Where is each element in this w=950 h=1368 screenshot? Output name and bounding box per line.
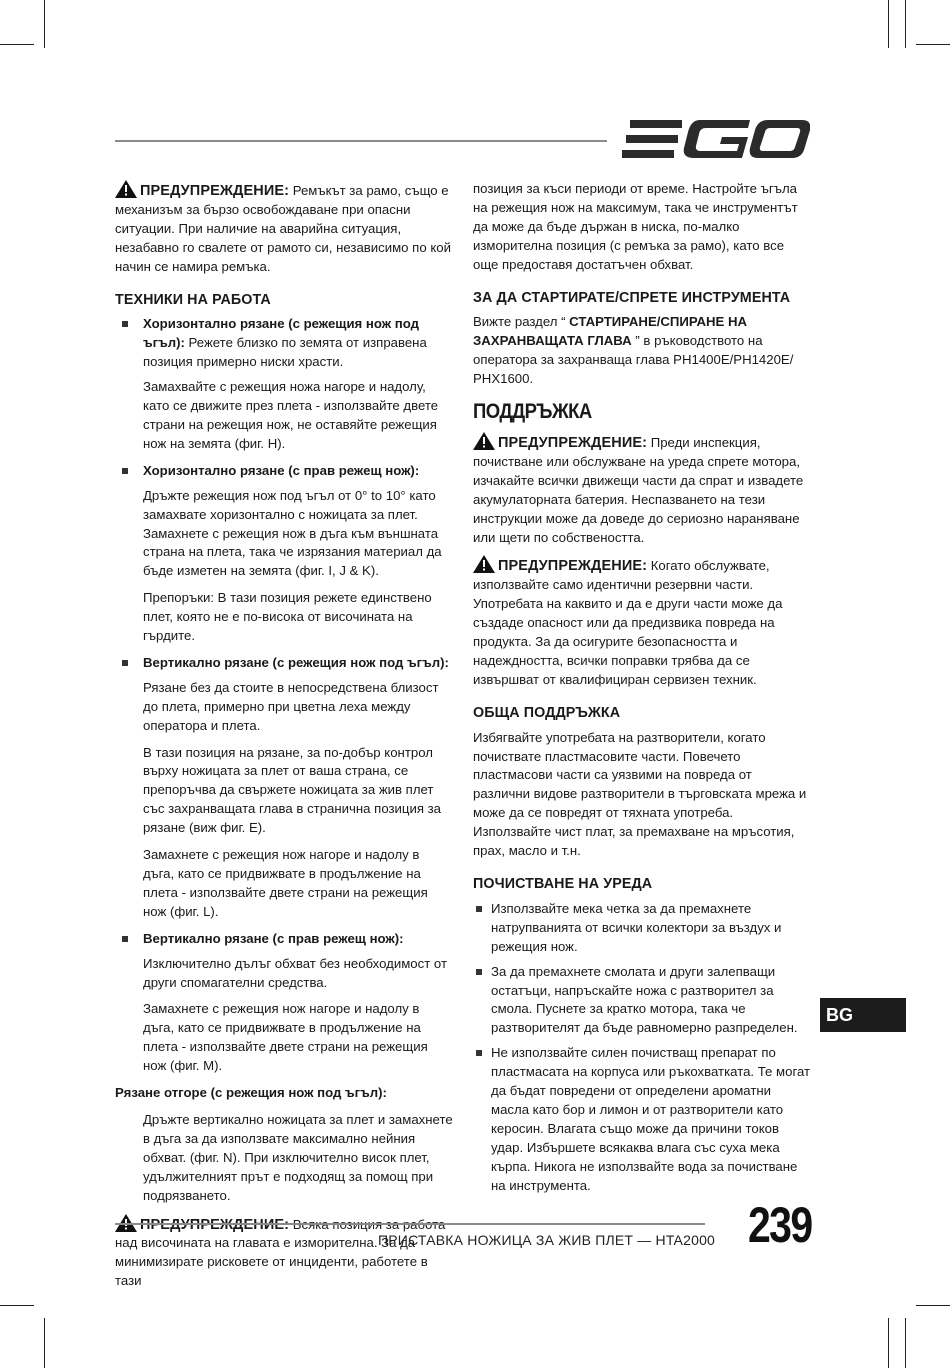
paragraph: В тази позиция на рязане, за по-добър контрол върху ножицата за плет от ваша страна, се препоръчва да свържете ножицата за жив плет със захранващата глава в странична позиция за рязане (виж фиг. E). bbox=[143, 744, 442, 836]
subheading-top-cut: Рязане отгоре (с режещия нож под ъгъл): bbox=[115, 1085, 387, 1101]
technique-list bbox=[115, 315, 453, 372]
technique-list bbox=[115, 930, 453, 949]
section-heading-maintenance: ПОДДРЪЖКА bbox=[473, 400, 592, 424]
cleaning-list bbox=[473, 900, 811, 1196]
crop-mark bbox=[888, 0, 889, 48]
warning-overhead bbox=[115, 1214, 453, 1292]
item-text: Режете близко по земята от изправена позиция примерно ниски храсти. bbox=[143, 335, 427, 370]
list-item bbox=[115, 315, 453, 372]
text-span: ” в ръководството на оператора за захранваща глава PH1400E/PH1420E/ PHX1600. bbox=[473, 333, 794, 387]
left-column bbox=[115, 180, 453, 1299]
list-item: Използвайте мека четка за да премахнете натрупванията от всички колектори за въздух и режещия нож. bbox=[473, 900, 811, 957]
warning-text: Когато обслужвате, използвайте само идентични резервни части. Употребата на каквито и да е други части може да създаде опасност или да предизвика повреда на продукта. За да осигурите безопасността и надеждността, всички поправки трябва да се извършват от квалифициран сервизен техник. bbox=[473, 558, 783, 687]
footer-title: ПРИСТАВКА НОЖИЦА ЗА ЖИВ ПЛЕТ — HTA2000 bbox=[378, 1232, 716, 1248]
paragraph: Замахнете с режещия нож нагоре и надолу в дъга, като се придвижвате в продължение на плета - използвайте двете страни на режещия нож (фиг. M). bbox=[143, 1001, 428, 1074]
list-item: Хоризонтално рязане (с прав режещ нож): bbox=[115, 462, 453, 481]
paragraph-general: Избягвайте употребата на разтворители, когато почиствате пластмасовите части. Повечето пластмасови части са уязвими на повреда от различни видове разтворители в търговската мрежа и може да се повредят от тяхната употреба. Използвайте чист плат, за премахване на мръсотия, прах, масло и т.н. bbox=[473, 729, 807, 859]
technique-list bbox=[115, 654, 453, 673]
warning-label: ПРЕДУПРЕЖДЕНИЕ: bbox=[140, 183, 290, 199]
list-item: За да премахнете смолата и други залепващи остатъци, напръскайте ножа с разтворител за смола. Пуснете за кратко мотора, така че разтворителят да бъде равномерно разпределен. bbox=[473, 963, 811, 1039]
warning-text: Преди инспекция, почистване или обслужване на уреда спрете мотора, изчакайте всички движещи части да спрат и извадете акумулаторната батерия. Неспазването на тези инструкции може да доведе до сериозно нараняване или щети по собствеността. bbox=[473, 434, 804, 545]
crop-mark bbox=[0, 1305, 34, 1306]
paragraph: Дръжте режещия нож под ъгъл от 0° to 10° като замахвате хоризонтално с ножицата за плет. Замахнете с режещия нож в дъга към външната страна на плета, така че изрязания материал да бъде изметен на земята (фиг. I, J & K). bbox=[143, 487, 442, 579]
paragraph: Препоръки: В тази позиция режете единствено плет, която не е по-висока от височината на гърдите. bbox=[143, 590, 432, 644]
page-number: 239 bbox=[748, 1197, 812, 1253]
paragraph-continued: позиция за къси периоди от време. Настройте ъгъла на режещия нож на максимум, така че инструментът да може да бъде държан в ниска, по-малко изморителна позиция (с ремъка за рамо), като все още предоставя достатъчен обхват. bbox=[473, 181, 798, 272]
language-tab: BG bbox=[820, 998, 906, 1032]
crop-mark bbox=[905, 0, 906, 48]
section-heading-general: ОБЩА ПОДДРЪЖКА bbox=[473, 704, 621, 721]
crop-mark bbox=[0, 44, 34, 45]
warning-triangle-icon bbox=[115, 180, 137, 198]
item-title: Хоризонтално рязане (с режещия нож под ъгъл): bbox=[143, 316, 419, 351]
section-heading-techniques: ТЕХНИКИ НА РАБОТА bbox=[115, 291, 271, 308]
section-heading-cleaning: ПОЧИСТВАНЕ НА УРЕДА bbox=[473, 876, 653, 892]
paragraph: Замахнете с режещия нож нагоре и надолу в дъга, като се придвижвате в продължение на плета - използвайте двете страни на режещия нож (фиг. L). bbox=[143, 847, 428, 919]
warning-inspection bbox=[473, 432, 811, 547]
crop-mark bbox=[888, 1318, 889, 1368]
paragraph: Рязане без да стоите в непосредствена близост до плета, примерно при цветна леха между оператора и плета. bbox=[143, 679, 439, 733]
right-column bbox=[473, 180, 811, 1202]
warning-shoulder-strap bbox=[115, 180, 453, 277]
crop-mark bbox=[44, 0, 45, 48]
warning-text: Ремъкът за рамо, също е механизъм за бързо освобождаване при опасни ситуации. При наличие на аварийна ситуация, незабавно го свалете от рамото си, независимо по кой начин се намира ремъка. bbox=[115, 183, 451, 274]
text-span: Вижте раздел “ bbox=[473, 314, 570, 330]
warning-triangle-icon bbox=[473, 432, 495, 450]
warning-parts bbox=[473, 555, 811, 689]
warning-label: ПРЕДУПРЕЖДЕНИЕ: bbox=[498, 558, 648, 575]
warning-label: ПРЕДУПРЕЖДЕНИЕ: bbox=[498, 434, 648, 451]
text-bold: СТАРТИРАНЕ/СПИРАНЕ НА ЗАХРАНВАЩАТА ГЛАВА bbox=[473, 314, 748, 349]
crop-mark bbox=[916, 1305, 950, 1306]
crop-mark bbox=[44, 1318, 45, 1368]
paragraph-start-stop bbox=[473, 313, 811, 389]
paragraph: Дръжте вертикално ножицата за плет и замахнете в дъга за да използвате максимално нейния обхват. (фиг. N). При изключително висок плет, удължителният прът е подходящ за помощ при подрязването. bbox=[143, 1111, 453, 1203]
header-rule bbox=[115, 140, 607, 142]
warning-text: над височината на главата е изморителна. За да минимизирате рисковете от инциденти, работете в тази bbox=[115, 1235, 428, 1289]
list-item: Не използвайте силен почистващ препарат по пластмасата на корпуса или ръкохватката. Те могат да бъдат повредени от определени ароматни масла като бор и лимон и от разтворители като керосин. Влагата също може да причини токов удар. Избършете всякаква влага със суха мека кърпа. Никога не използвайте вода за почистване на инструмента. bbox=[473, 1044, 811, 1195]
list-item: Вертикално рязане (с режещия нож под ъгъл): bbox=[115, 654, 453, 673]
technique-list bbox=[115, 462, 453, 481]
paragraph: Замахвайте с режещия ножа нагоре и надолу, като се движите през плета - използвайте двете страни на режещия нож, не оставяйте режещия нож на земята (фиг. H). bbox=[143, 379, 439, 451]
crop-mark bbox=[916, 44, 950, 45]
paragraph: Изключително дълъг обхват без необходимост от други спомагателни средства. bbox=[143, 955, 448, 990]
section-heading-start-stop: ЗА ДА СТАРТИРАТЕ/СПРЕТЕ ИНСТРУМЕНТА bbox=[473, 289, 791, 306]
crop-mark bbox=[905, 1318, 906, 1368]
footer-rule bbox=[115, 1223, 705, 1225]
list-item: Вертикално рязане (с прав режещ нож): bbox=[115, 930, 453, 949]
ego-logo bbox=[622, 118, 810, 162]
warning-triangle-icon bbox=[473, 555, 495, 573]
